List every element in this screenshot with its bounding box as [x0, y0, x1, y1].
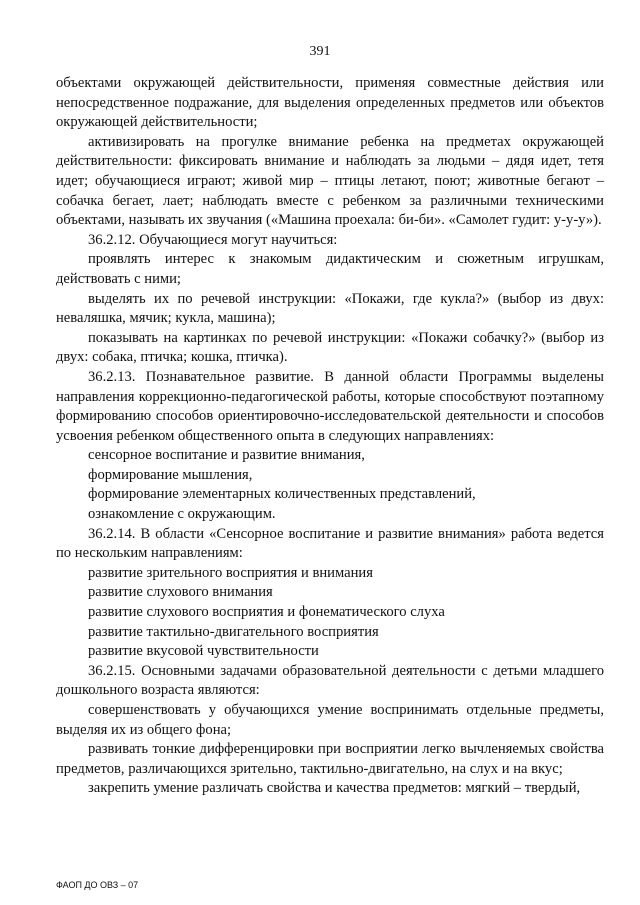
paragraph: показывать на картинках по речевой инструкции: «Покажи собачку?» (выбор из двух: собака, птичка; кошка, птичка).: [56, 329, 604, 366]
paragraph: формирование мышления,: [88, 466, 253, 483]
paragraph: совершенствовать у обучающихся умение воспринимать отдельные предметы, выделяя их из общего фона;: [56, 702, 604, 738]
paragraph: ознакомление с окружающим.: [88, 506, 276, 523]
page-body: [56, 74, 604, 799]
paragraph: 36.2.13. Познавательное развитие. В данной области Программы выделены направления коррекционно-педагогической работы, которые способствуют поэтапному формированию способов ориентировочно-исследовательской деятельности и способов усвоения ребенком общественного опыта в следующих направлениях:: [56, 368, 604, 444]
paragraph: сенсорное воспитание и развитие внимания,: [88, 447, 365, 464]
footer-code: ФАОП ДО ОВЗ – 07: [56, 880, 139, 890]
page-number: 391: [309, 44, 331, 59]
paragraph: 36.2.15. Основными задачами образовательной деятельности с детьми младшего дошкольного возраста являются:: [56, 662, 604, 699]
paragraph: 36.2.14. В области «Сенсорное воспитание и развитие внимания» работа ведется по нескольким направлениям:: [56, 525, 604, 562]
paragraph: развитие зрительного восприятия и внимания: [88, 564, 373, 581]
paragraph: объектами окружающей действительности, применяя совместные действия или непосредственное подражание, для выделения определенных предметов или объектов окружающей действительности;: [56, 75, 604, 131]
paragraph: развитие тактильно-двигательного восприятия: [88, 623, 379, 640]
paragraph: проявлять интерес к знакомым дидактическим и сюжетным игрушкам, действовать с ними;: [56, 251, 604, 287]
paragraph: развитие вкусовой чувствительности: [88, 643, 319, 660]
paragraph: выделять их по речевой инструкции: «Покажи, где кукла?» (выбор из двух: неваляшка, мячик; кукла, машина);: [56, 290, 604, 327]
paragraph: развитие слухового внимания: [88, 584, 273, 601]
paragraph: развивать тонкие дифференцировки при восприятии легко вычленяемых свойства предметов, различающихся зрительно, тактильно-двигательно, на слух и на вкус;: [56, 741, 604, 777]
paragraph: активизировать на прогулке внимание ребенка на предметах окружающей действительности: фиксировать внимание и наблюдать за людьми – дядя идет, тетя идет; обучающиеся играют; живой мир – птицы летают, поют; животные бегают – собачка бегает, лает; наблюдать вместе с ребенком за различными техническими объектами, называть их звучания («Машина проехала: би-би». «Самолет гудит: у-у-у»).: [56, 133, 604, 229]
paragraph: формирование элементарных количественных представлений,: [88, 486, 476, 503]
paragraph: закрепить умение различать свойства и качества предметов: мягкий – твердый,: [88, 780, 581, 797]
paragraph: 36.2.12. Обучающиеся могут научиться:: [88, 231, 338, 248]
paragraph: развитие слухового восприятия и фонематического слуха: [88, 604, 445, 621]
